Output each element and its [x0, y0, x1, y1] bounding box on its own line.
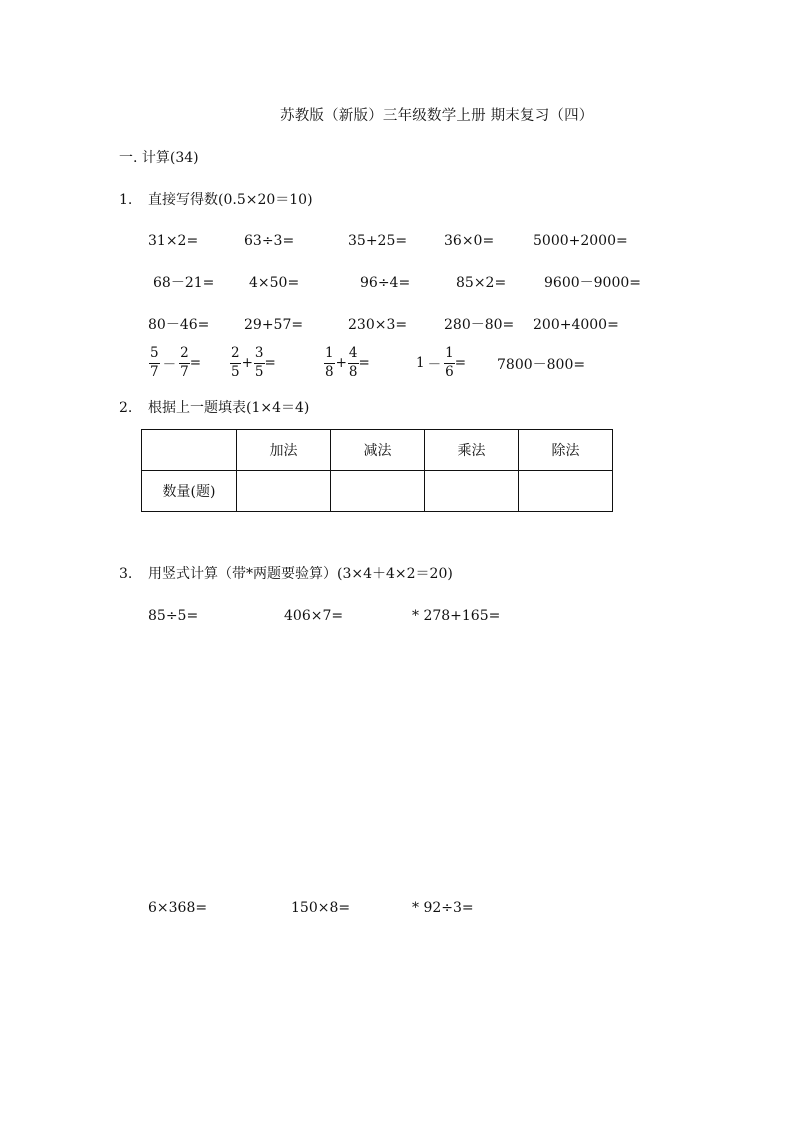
- problem: 5000+2000=: [533, 233, 628, 249]
- section-heading: 一. 计算(34): [119, 150, 199, 166]
- question-1-number: 1.: [119, 192, 133, 208]
- table-header-cell: 减法: [331, 430, 425, 471]
- fraction: 5 7: [150, 345, 159, 380]
- problem: * 92÷3=: [412, 900, 474, 916]
- fraction: 2 5: [231, 345, 240, 380]
- problem: 150×8=: [291, 900, 351, 916]
- table-header-row: [142, 430, 613, 471]
- table-header-cell: 乘法: [425, 430, 519, 471]
- problem: 6×368=: [148, 900, 208, 916]
- page-title: 苏教版（新版）三年级数学上册 期末复习（四）: [280, 108, 594, 124]
- fraction: $\frac{4}{8}$: [348, 345, 358, 380]
- fraction-problem: 5 7 － $\frac{2}{7}$ =: [150, 345, 201, 380]
- fraction-problem: 2 5 + $\frac{3}{5}$ =: [231, 345, 276, 380]
- answer-table: [141, 429, 613, 512]
- question-1-text: 直接写得数(0.5×20＝10): [148, 192, 313, 208]
- fraction-problem: 1 8 + $\frac{4}{8}$ =: [325, 345, 370, 380]
- problem: 63÷3=: [244, 233, 295, 249]
- problem: 280－80=: [444, 317, 515, 333]
- problem: 7800－800=: [497, 357, 586, 373]
- fraction: 1 8: [325, 345, 334, 380]
- fraction: $\frac{1}{6}$: [445, 345, 454, 380]
- problem: 4×50=: [249, 275, 300, 291]
- answer-cell[interactable]: [237, 471, 331, 512]
- table-cell: [142, 430, 237, 471]
- table-row-label: 数量(题): [142, 471, 237, 512]
- fraction: $\frac{2}{7}$: [180, 345, 189, 380]
- problem: 406×7=: [284, 608, 344, 624]
- problem: 35+25=: [348, 233, 408, 249]
- fraction-problem: 1 － $\frac{1}{6}$ =: [416, 345, 466, 380]
- question-3-number: 3.: [119, 566, 133, 582]
- problem: 36×0=: [444, 233, 495, 249]
- problem: 29+57=: [244, 317, 304, 333]
- table-row: [142, 471, 613, 512]
- problem: * 278+165=: [412, 608, 501, 624]
- table-header-cell: 除法: [519, 430, 613, 471]
- problem: 200+4000=: [533, 317, 619, 333]
- problem: 31×2=: [148, 233, 199, 249]
- answer-cell[interactable]: [519, 471, 613, 512]
- problem: 85×2=: [456, 275, 507, 291]
- table-header-cell: 加法: [237, 430, 331, 471]
- answer-cell[interactable]: [425, 471, 519, 512]
- problem: 9600－9000=: [544, 275, 641, 291]
- answer-cell[interactable]: [331, 471, 425, 512]
- question-3-text: 用竖式计算（带*两题要验算）(3×4＋4×2＝20): [148, 566, 453, 582]
- problem: 230×3=: [348, 317, 408, 333]
- question-2-number: 2.: [119, 400, 133, 416]
- question-2-text: 根据上一题填表(1×4＝4): [148, 400, 310, 416]
- fraction: $\frac{3}{5}$: [254, 345, 264, 380]
- problem: 68－21=: [153, 275, 215, 291]
- problem: 85÷5=: [148, 608, 199, 624]
- problem: 96÷4=: [360, 275, 411, 291]
- problem: 80－46=: [148, 317, 210, 333]
